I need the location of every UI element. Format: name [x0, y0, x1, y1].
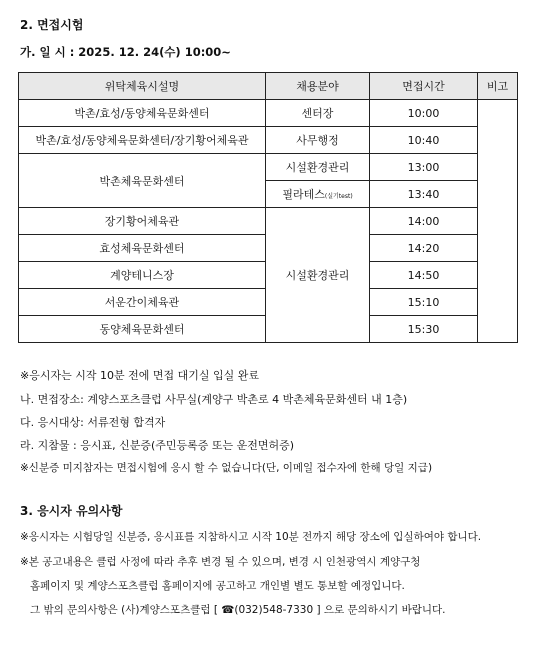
- facility-cell: 서운간이체육관: [19, 289, 266, 316]
- table-row: [19, 154, 518, 181]
- time-cell: 15:30: [370, 316, 478, 343]
- remarks-cell: [478, 100, 518, 343]
- field-cell: 사무행정: [266, 127, 370, 154]
- applicant-notice-2-line-1: ※본 공고내용은 클럽 사정에 따라 추후 변경 될 수 있으며, 변경 시 인천광역시 계양구청: [20, 556, 421, 568]
- time-cell: 14:50: [370, 262, 478, 289]
- facility-cell: 동양체육문화센터: [19, 316, 266, 343]
- field-cell-merged: 시설환경관리: [266, 208, 370, 343]
- time-cell: 13:40: [370, 181, 478, 208]
- header-field: 채용분야: [266, 73, 370, 100]
- eligible-applicants: 다. 응시대상: 서류전형 합격자: [20, 416, 166, 429]
- id-required-note: ※신분증 미지참자는 면접시험에 응시 할 수 없습니다(단, 이메일 접수자에 한해 당일 지급): [20, 462, 433, 474]
- section-3-title: 3. 응시자 유의사항: [20, 504, 123, 518]
- field-note-text: (실기test): [324, 193, 353, 200]
- header-time: 면접시간: [370, 73, 478, 100]
- table-row: [19, 127, 518, 154]
- required-items: 라. 지참물 : 응시표, 신분증(주민등록증 또는 운전면허증): [20, 439, 295, 452]
- applicant-notice-1: ※응시자는 시험당일 신분증, 응시표를 지참하시고 시작 10분 전까지 해당 장소에 입실하여야 합니다.: [20, 531, 482, 543]
- time-cell: 14:00: [370, 208, 478, 235]
- applicant-notice-2-line-2: 홈페이지 및 계양스포츠클럽 홈페이지에 공고하고 개인별 별도 통보할 예정입니다.: [30, 580, 405, 592]
- table-row: [19, 100, 518, 127]
- time-cell: 10:00: [370, 100, 478, 127]
- exam-date-line: 가. 일 시 : 2025. 12. 24(수) 10:00~: [20, 45, 231, 59]
- interview-location: 나. 면접장소: 계양스포츠클럽 사무실(계양구 박촌로 4 박촌체육문화센터 내 1층): [20, 393, 408, 406]
- field-cell: [266, 181, 370, 208]
- arrival-note: ※응시자는 시작 10분 전에 면접 대기실 입실 완료: [20, 369, 259, 382]
- header-facility: 위탁체육시설명: [19, 73, 266, 100]
- facility-cell: 박촌/효성/동양체육문화센터: [19, 100, 266, 127]
- time-cell: 15:10: [370, 289, 478, 316]
- field-cell: 시설환경관리: [266, 154, 370, 181]
- time-cell: 14:20: [370, 235, 478, 262]
- interview-schedule-table: [18, 72, 518, 343]
- facility-cell: 장기황어체육관: [19, 208, 266, 235]
- facility-cell: 박촌체육문화센터: [19, 154, 266, 208]
- applicant-notice-2-line-3: 그 밖의 문의사항은 (사)계양스포츠클럽 [ ☎(032)548-7330 ] 으로 문의하시기 바랍니다.: [30, 604, 446, 616]
- time-cell: 13:00: [370, 154, 478, 181]
- header-remarks: 비고: [478, 73, 518, 100]
- field-cell: 센터장: [266, 100, 370, 127]
- facility-cell: 효성체육문화센터: [19, 235, 266, 262]
- facility-cell: 계양테니스장: [19, 262, 266, 289]
- table-row: [19, 208, 518, 235]
- field-main-text: 필라테스: [282, 188, 325, 201]
- section-2-title: 2. 면접시험: [20, 18, 84, 32]
- time-cell: 10:40: [370, 127, 478, 154]
- table-header-row: [19, 73, 518, 100]
- facility-cell: 박촌/효성/동양체육문화센터/장기황어체육관: [19, 127, 266, 154]
